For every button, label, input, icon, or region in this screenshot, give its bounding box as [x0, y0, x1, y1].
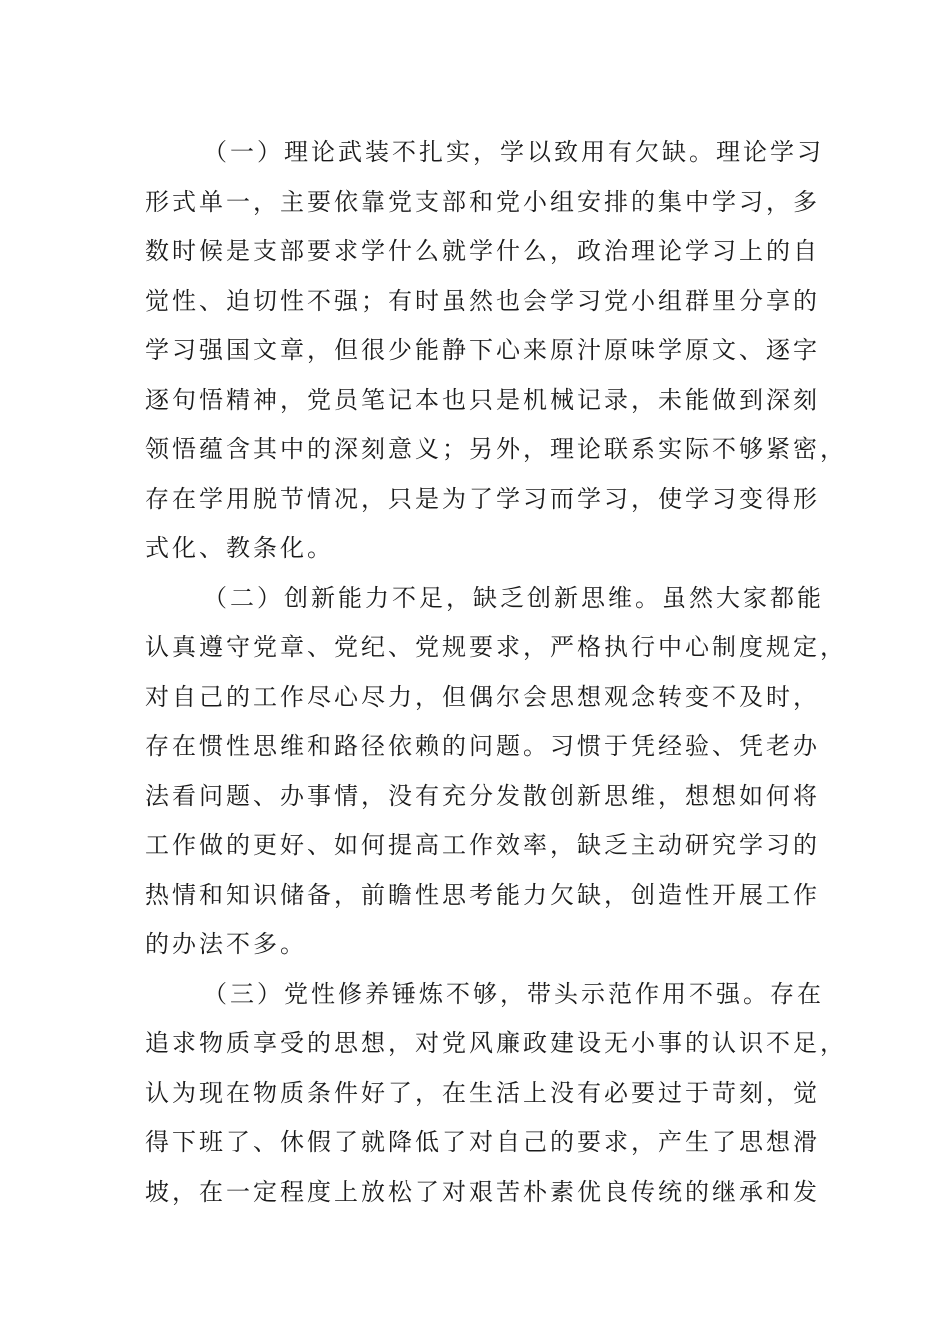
paragraph-line: 式化、教条化。: [145, 534, 334, 562]
document-body: [145, 128, 847, 1217]
paragraph-line: （三）党性修养锤炼不够，带头示范作用不强。存在: [203, 979, 824, 1008]
paragraph-line: （二）创新能力不足，缺乏创新思维。虽然大家都能: [203, 583, 824, 612]
paragraph-line: 觉性、迫切性不强；有时虽然也会学习党小组群里分享的: [145, 286, 820, 315]
paragraph-line: （一）理论武装不扎实，学以致用有欠缺。理论学习: [203, 138, 824, 166]
paragraph-line: 的办法不多。: [145, 930, 307, 958]
paragraph-line: 领悟蕴含其中的深刻意义；另外，理论联系实际不够紧密，: [145, 435, 847, 463]
paragraph-line: 存在学用脱节情况，只是为了学习而学习，使学习变得形: [145, 484, 820, 513]
paragraph-1: [145, 128, 847, 574]
paragraph-line: 逐句悟精神，党员笔记本也只是机械记录，未能做到深刻: [145, 385, 820, 414]
paragraph-line: 存在惯性思维和路径依赖的问题。习惯于凭经验、凭老办: [145, 732, 820, 760]
paragraph-line: 追求物质享受的思想，对党风廉政建设无小事的认识不足，: [145, 1029, 847, 1057]
paragraph-line: 对自己的工作尽心尽力，但偶尔会思想观念转变不及时，: [145, 682, 820, 711]
paragraph-line: 形式单一，主要依靠党支部和党小组安排的集中学习，多: [145, 187, 820, 216]
paragraph-line: 认为现在物质条件好了，在生活上没有必要过于苛刻，觉: [145, 1078, 820, 1107]
paragraph-line: 得下班了、休假了就降低了对自己的要求，产生了思想滑: [145, 1128, 820, 1156]
paragraph-2: [145, 574, 847, 970]
paragraph-line: 工作做的更好、如何提高工作效率，缺乏主动研究学习的: [145, 831, 820, 859]
paragraph-line: 学习强国文章，但很少能静下心来原汁原味学原文、逐字: [145, 336, 820, 364]
paragraph-line: 热情和知识储备，前瞻性思考能力欠缺，创造性开展工作: [145, 880, 820, 909]
paragraph-line: 法看问题、办事情，没有充分发散创新思维，想想如何将: [145, 781, 820, 810]
paragraph-line: 坡，在一定程度上放松了对艰苦朴素优良传统的继承和发: [145, 1177, 820, 1206]
paragraph-line: 认真遵守党章、党纪、党规要求，严格执行中心制度规定，: [145, 633, 847, 661]
paragraph-3: [145, 970, 847, 1218]
paragraph-line: 数时候是支部要求学什么就学什么，政治理论学习上的自: [145, 237, 820, 265]
